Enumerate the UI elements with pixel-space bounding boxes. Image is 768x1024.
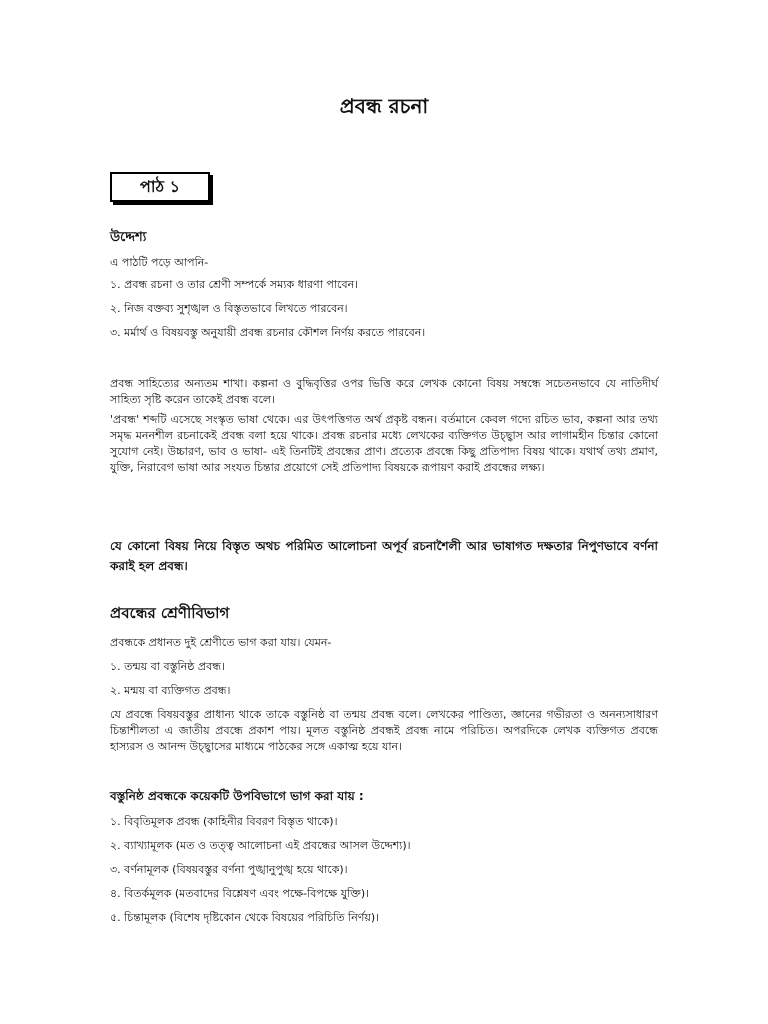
intro-section bbox=[110, 376, 658, 476]
classification-item-2: ২. মন্ময় বা ব্যক্তিগত প্রবন্ধ। bbox=[110, 684, 231, 697]
intro-paragraph-1: প্রবন্ধ সাহিত্যের অন্যতম শাখা। কল্পনা ও বুদ্ধিবৃত্তির ওপর ভিত্তি করে লেখক কোনো বিষয় সম্বন্ধে সচেতনভাবে যে নাতিদীর্ঘ সাহিত্য সৃষ্টি করেন তাকেই প্রবন্ধ বলে। bbox=[110, 377, 658, 406]
classification-list bbox=[110, 659, 658, 699]
subdivision-item-5: ৫. চিন্তামূলক (বিশেষ দৃষ্টিকোন থেকে বিষয়ের পরিচিতি নির্ণয়)। bbox=[110, 911, 380, 924]
classification-item-1: ১. তন্ময় বা বস্তুনিষ্ঠ প্রবন্ধ। bbox=[110, 660, 225, 673]
objective-section bbox=[110, 228, 658, 349]
subdivision-item-2: ২. ব্যাখ্যামূলক (মত ও তত্ত্ব আলোচনা এই প্রবন্ধের আসল উদ্দেশ্য)। bbox=[110, 839, 411, 852]
objective-list bbox=[110, 277, 658, 341]
classification-paragraph: যে প্রবন্ধে বিষয়বস্তুর প্রাধান্য থাকে তাকে বস্তুনিষ্ঠ বা তন্ময় প্রবন্ধ বলে। লেখকের পাণ্ডিত্য, জ্ঞানের গভীরতা ও অনন্যসাধারণ চিন্তাশীলতা এ জাতীয় প্রবন্ধে প্রকাশ পায়। মূলত বস্তুনিষ্ঠ প্রবন্ধই প্রবন্ধ নামে পরিচিত। অপরদিকে লেখক ব্যক্তিগত প্রবন্ধে হাস্যরস ও আনন্দ উচ্ছ্বাসের মাধ্যমে পাঠকের সঙ্গে একাত্ম হয়ে যান। bbox=[110, 708, 658, 753]
intro-paragraph-2: 'প্রবন্ধ' শব্দটি এসেছে সংস্কৃত ভাষা থেকে। এর উৎপত্তিগত অর্থ প্রকৃষ্ট বন্ধন। বর্তমানে কেবল গদ্যে রচিত ভাব, কল্পনা আর তথ্য সমৃদ্ধ মননশীল রচনাকেই প্রবন্ধ বলা হয়ে থাকে। প্রবন্ধ রচনার মধ্যে লেখকের ব্যক্তিগত উচ্ছ্বাস আর লাগামহীন চিন্তার কোনো সুযোগ নেই। উচ্চারণ, ভাব ও ভাষা- এই তিনটিই প্রবন্ধের প্রাণ। প্রত্যেক প্রবন্ধে কিছু প্রতিপাদ্য বিষয় থাকে। যথার্থ তথ্য প্রমাণ, যুক্তি, নিরাবেগ ভাষা আর সংযত চিন্তার প্রয়োগে সেই প্রতিপাদ্য বিষয়কে রূপায়ণ করাই প্রবন্ধের লক্ষ্য। bbox=[110, 413, 658, 474]
classification-section bbox=[110, 602, 658, 755]
objective-item-1: ১. প্রবন্ধ রচনা ও তার শ্রেণী সম্পর্কে সম্যক ধারণা পাবেন। bbox=[110, 278, 359, 291]
subdivision-item-1: ১. বিবৃতিমূলক প্রবন্ধ (কাহিনীর বিবরণ বিস্তৃত থাকে)। bbox=[110, 815, 338, 828]
subdivision-item-4: ৪. বিতর্কমূলক (মতবাদের বিশ্লেষণ এবং পক্ষে-বিপক্ষে যুক্তি)। bbox=[110, 887, 370, 900]
definition-text: যে কোনো বিষয় নিয়ে বিস্তৃত অথচ পরিমিত আলোচনা অপূর্ব রচনাশৈলী আর ভাষাগত দক্ষতার নিপুণভাবে বর্ণনা করাই হল প্রবন্ধ। bbox=[110, 539, 658, 573]
lesson-label-box: পাঠ ১ bbox=[110, 172, 210, 202]
subdivision-heading: বস্তুনিষ্ঠ প্রবন্ধকে কয়েকটি উপবিভাগে ভাগ করা যায় : bbox=[110, 789, 364, 803]
objective-heading: উদ্দেশ্য bbox=[110, 230, 147, 245]
objective-lead: এ পাঠটি পড়ে আপনি- bbox=[110, 256, 209, 269]
classification-lead: প্রবন্ধকে প্রধানত দুই শ্রেণীতে ভাগ করা যায়। যেমন- bbox=[110, 636, 332, 649]
objective-item-3: ৩. মর্মার্থ ও বিষয়বস্তু অনুযায়ী প্রবন্ধ রচনার কৌশল নির্ণয় করতে পারবেন। bbox=[110, 326, 426, 339]
subdivision-section bbox=[110, 788, 658, 934]
document-title: প্রবন্ধ রচনা bbox=[339, 94, 429, 118]
classification-heading: প্রবন্ধের শ্রেণীবিভাগ bbox=[110, 604, 230, 622]
objective-item-2: ২. নিজ বক্তব্য সুশৃঙ্খল ও বিস্তৃতভাবে লিখতে পারবেন। bbox=[110, 302, 348, 315]
definition-block bbox=[110, 536, 658, 576]
subdivision-item-3: ৩. বর্ণনামূলক (বিষয়বস্তুর বর্ণনা পুঙ্খানুপুঙ্খ হয়ে থাকে)। bbox=[110, 863, 348, 876]
subdivision-list bbox=[110, 814, 658, 926]
